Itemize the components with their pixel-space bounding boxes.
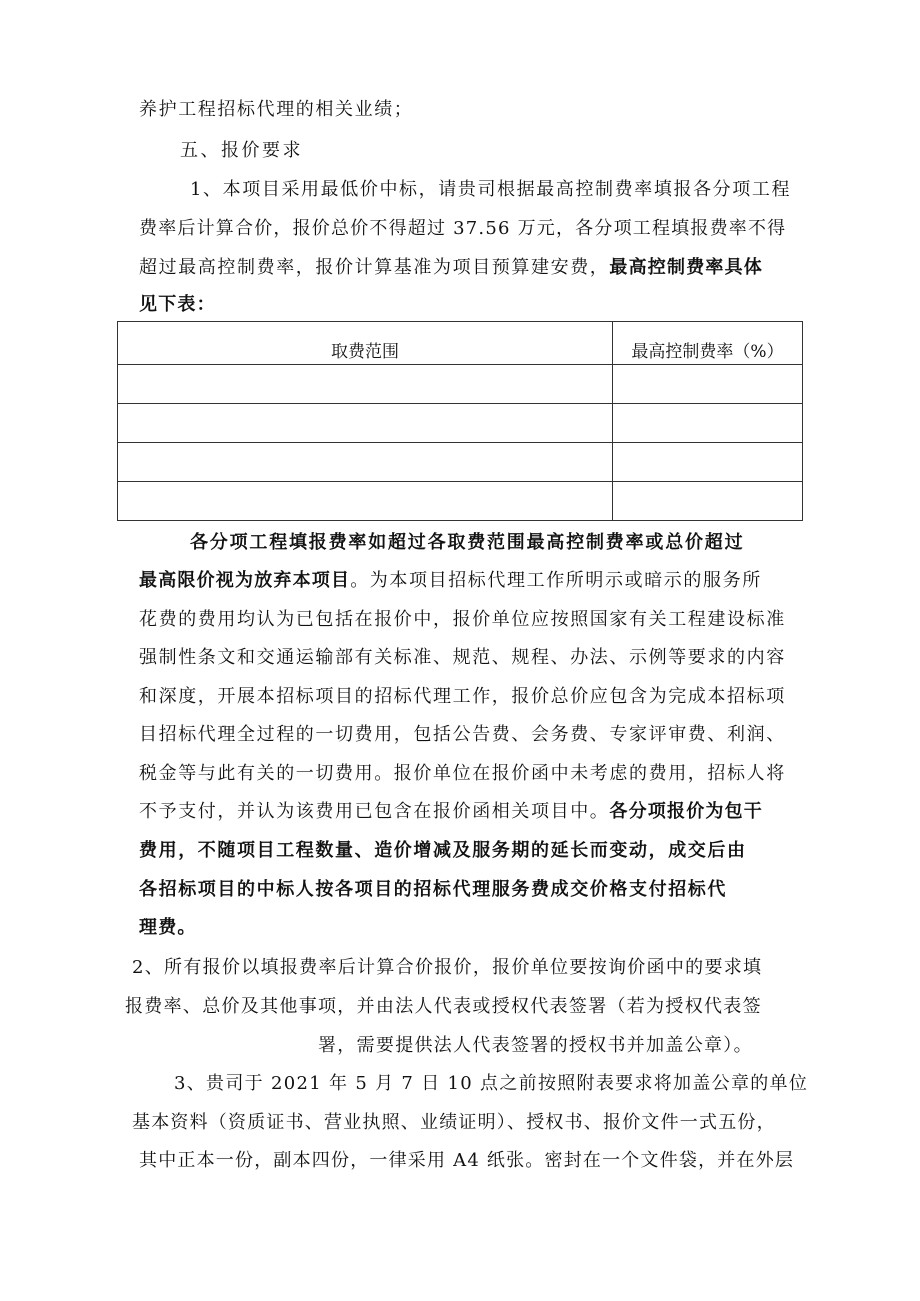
table-header-cell: 取费范围 bbox=[118, 322, 613, 365]
table-cell bbox=[118, 443, 613, 482]
table-row bbox=[118, 404, 803, 443]
text-line: 和深度，开展本招标项目的招标代理工作，报价总价应包含为完成本招标项 bbox=[139, 686, 786, 707]
text-segment: 超过最高控制费率，报价计算基准为项目预算建安费， bbox=[139, 257, 610, 278]
text-line bbox=[139, 799, 763, 825]
text-line: 花费的费用均认为已包括在报价中，报价单位应按照国家有关工程建设标准 bbox=[139, 609, 786, 630]
text-line: 理费。 bbox=[139, 917, 197, 938]
text-line: 3、贵司于 2021 年 5 月 7 日 10 点之前按照附表要求将加盖公章的单位 bbox=[174, 1073, 809, 1094]
text-line: 2、所有报价以填报费率后计算合价报价，报价单位要按询价函中的要求填 bbox=[132, 957, 763, 978]
table-cell bbox=[118, 482, 613, 521]
text-line bbox=[139, 255, 763, 281]
text-line: 目招标代理全过程的一切费用，包括公告费、会务费、专家评审费、利润、 bbox=[139, 724, 786, 745]
text-segment: 。为本项目招标代理工作所明示或暗示的服务所 bbox=[350, 570, 762, 591]
text-line: 养护工程招标代理的相关业绩； bbox=[139, 99, 414, 120]
text-line: 报费率、总价及其他事项，并由法人代表或授权代表签署（若为授权代表签 bbox=[125, 996, 762, 1017]
table-header-row bbox=[118, 322, 803, 365]
text-segment: 不予支付，并认为该费用已包含在报价函相关项目中。 bbox=[139, 801, 610, 822]
fee-rate-table bbox=[117, 321, 803, 521]
table-cell bbox=[613, 404, 803, 443]
section-heading: 五、报价要求 bbox=[180, 140, 303, 161]
text-line: 各招标项目的中标人按各项目的招标代理服务费成交价格支付招标代 bbox=[139, 879, 727, 900]
text-line: 各分项工程填报费率如超过各取费范围最高控制费率或总价超过 bbox=[190, 532, 745, 553]
text-line: 强制性条文和交通运输部有关标准、规范、规程、办法、示例等要求的内容 bbox=[139, 647, 786, 668]
text-line bbox=[139, 568, 762, 594]
text-line: 费率后计算合价，报价总价不得超过 37.56 万元，各分项工程填报费率不得 bbox=[139, 218, 787, 239]
text-line: 费用，不随项目工程数量、造价增减及服务期的延长而变动，成交后由 bbox=[139, 840, 747, 861]
table-row bbox=[118, 443, 803, 482]
table-cell bbox=[613, 482, 803, 521]
text-line: 基本资料（资质证书、营业执照、业绩证明）、授权书、报价文件一式五份， bbox=[132, 1112, 776, 1133]
text-line: 税金等与此有关的一切费用。报价单位在报价函中未考虑的费用，招标人将 bbox=[139, 763, 786, 784]
table-header-cell: 最高控制费率（%） bbox=[613, 322, 803, 365]
table-row bbox=[118, 365, 803, 404]
table-cell bbox=[613, 443, 803, 482]
table-cell bbox=[613, 365, 803, 404]
bold-text-segment: 最高控制费率具体 bbox=[609, 257, 764, 278]
text-line: 见下表： bbox=[139, 294, 216, 315]
text-line: 署，需要提供法人代表签署的授权书并加盖公章）。 bbox=[318, 1035, 753, 1056]
bold-text-segment: 最高限价视为放弃本项目 bbox=[139, 570, 351, 591]
table-row bbox=[118, 482, 803, 521]
bold-text-segment: 各分项报价为包干 bbox=[609, 801, 764, 822]
table-cell bbox=[118, 365, 613, 404]
text-line: 其中正本一份，副本四份，一律采用 A4 纸张。密封在一个文件袋，并在外层 bbox=[139, 1150, 795, 1171]
text-line: 1、本项目采用最低价中标，请贵司根据最高控制费率填报各分项工程 bbox=[190, 179, 792, 200]
table-cell bbox=[118, 404, 613, 443]
